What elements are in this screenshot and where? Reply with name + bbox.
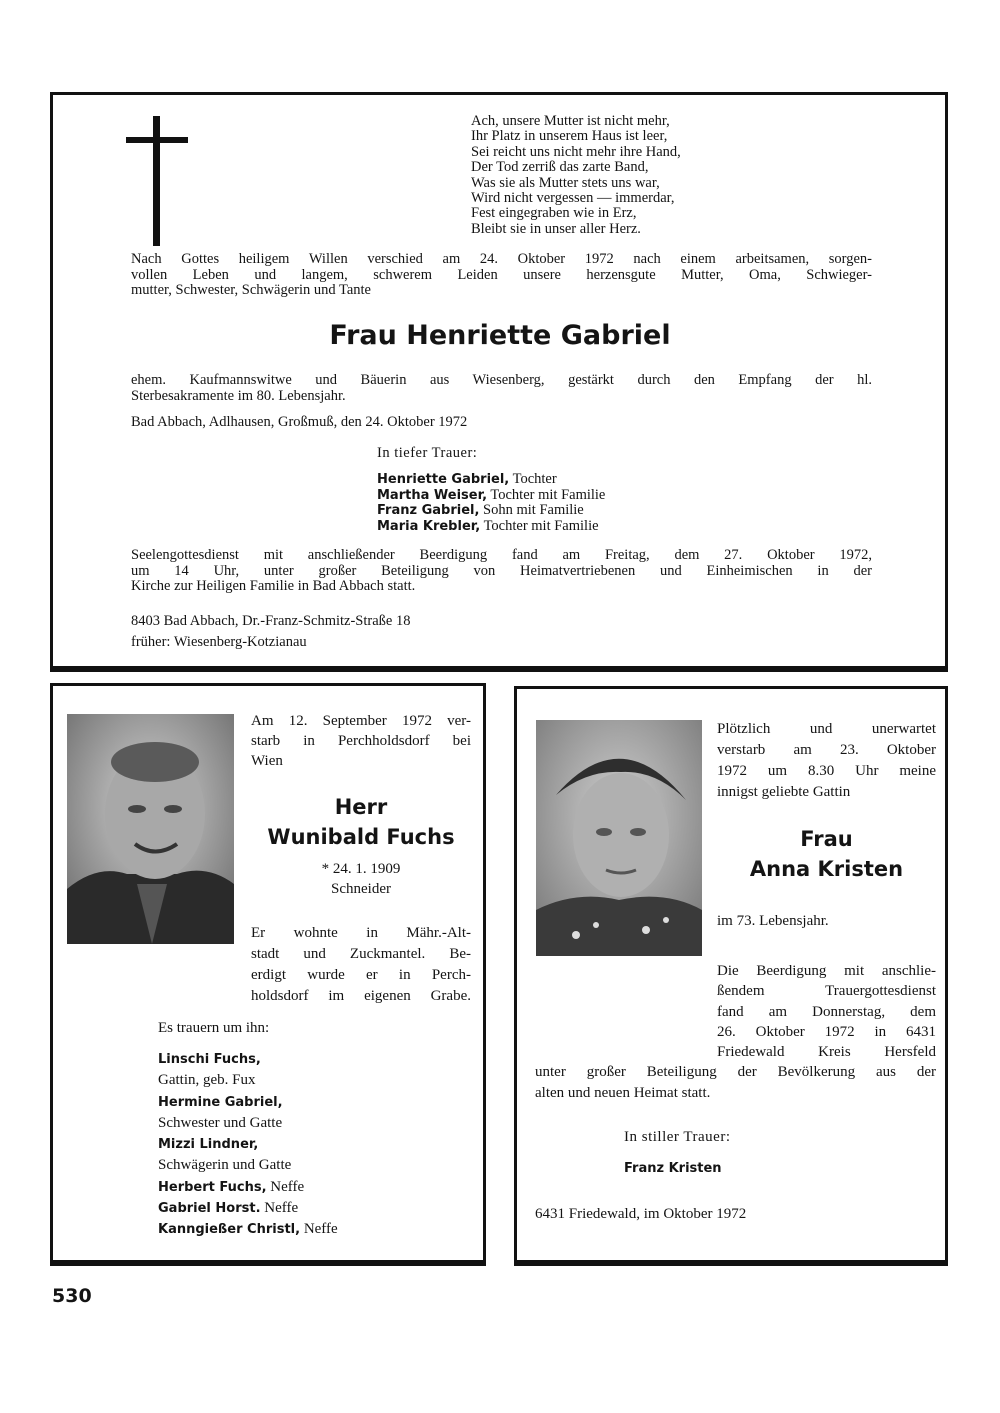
poem-line: Fest eingegraben wie in Erz, [471, 205, 637, 222]
intro-line: Nach Gottes heiligem Willen verschied am 24. Oktober 1972 nach einem arbeitsamen, sorgen- [131, 251, 872, 267]
right-burial-line: alten und neuen Heimat statt. [535, 1084, 711, 1101]
poem-line: Der Tod zerriß das zarte Band, [471, 159, 649, 176]
mourner: Herbert Fuchs, Neffe [158, 1178, 305, 1195]
right-mourner: Franz Kristen [624, 1161, 722, 1176]
left-mourners-list [158, 1049, 338, 1241]
intro-line: mutter, Schwester, Schwägerin und Tante [131, 282, 371, 298]
mourning-label: In tiefer Trauer: [377, 445, 478, 461]
mourner: Hermine Gabriel, [158, 1094, 283, 1110]
address-line: früher: Wiesenberg-Kotzianau [131, 634, 307, 650]
mourner: Henriette Gabriel, Tochter [377, 471, 557, 487]
cross-icon-bar [126, 137, 188, 143]
service-paragraph [131, 548, 872, 595]
poem-line: Was sie als Mutter stets uns war, [471, 174, 660, 191]
right-footer: 6431 Friedewald, im Oktober 1972 [535, 1206, 747, 1222]
cross-icon [153, 116, 160, 246]
left-occupation: Schneider [331, 881, 391, 897]
right-intro-line: verstarb am 23. Oktober [717, 742, 936, 758]
right-mourning-label: In stiller Trauer: [624, 1129, 731, 1145]
right-burial-line: unter großer Beteiligung der Bevölkerung aus der [535, 1064, 936, 1081]
deceased-name: Frau Henriette Gabriel [329, 320, 671, 351]
right-burial-line: Die Beerdigung mit anschlie- [717, 963, 936, 979]
left-bio-line: stadt und Zuckmantel. Be- [251, 946, 471, 962]
details-paragraph [131, 372, 872, 404]
right-intro-line: Plötzlich und unerwartet [717, 721, 936, 737]
service-line: Seelengottesdienst mit anschließender Beerdigung fand am Freitag, dem 27. Oktober 1972, [131, 547, 872, 563]
left-deceased-name: Wunibald Fuchs [267, 825, 455, 849]
mourner: Franz Gabriel, Sohn mit Familie [377, 502, 584, 518]
mourners-list [377, 472, 605, 534]
left-bio-line: erdigt wurde er in Perch- [251, 967, 471, 983]
right-burial-line: fand am Donnerstag, dem [717, 1003, 936, 1020]
left-mourning-label: Es trauern um ihn: [158, 1020, 270, 1036]
mourner: Maria Krebler, Tochter mit Familie [377, 517, 599, 534]
service-line: um 14 Uhr, unter großer Beteiligung von Heimatvertriebenen und Einheimischen in der [131, 562, 872, 579]
mourner: Linschi Fuchs, [158, 1052, 261, 1067]
portrait-photo-man [67, 714, 234, 944]
address-line: 8403 Bad Abbach, Dr.-Franz-Schmitz-Straße 18 [131, 613, 411, 629]
details-line: ehem. Kaufmannswitwe und Bäuerin aus Wiesenberg, gestärkt durch den Empfang der hl. [131, 372, 872, 388]
right-burial-line: ßendem Trauergottesdienst [717, 983, 936, 1000]
mourner: Schwägerin und Gatte [158, 1157, 292, 1174]
mourner: Schwester und Gatte [158, 1114, 283, 1131]
left-bio-line: holdsdorf im eigenen Grabe. [251, 988, 471, 1004]
poem-line: Ach, unsere Mutter ist nicht mehr, [471, 113, 670, 129]
mourner: Gattin, geb. Fux [158, 1072, 256, 1089]
left-intro-line: Am 12. September 1972 ver- [251, 713, 471, 729]
right-age: im 73. Lebensjahr. [717, 913, 829, 929]
left-birth: * 24. 1. 1909 [321, 861, 401, 877]
intro-line: vollen Leben und langem, schwerem Leiden unsere herzensgute Mutter, Oma, Schwieger- [131, 266, 872, 283]
left-bio [251, 923, 471, 1007]
mourner: Gabriel Horst. Neffe [158, 1200, 299, 1217]
left-bio-line: Er wohnte in Mähr.-Alt- [251, 925, 471, 941]
poem-line: Bleibt sie in unser aller Herz. [471, 220, 641, 237]
portrait-photo-woman [536, 720, 702, 956]
page-number: 530 [52, 1285, 92, 1307]
right-burial [535, 961, 936, 1103]
poem-line: Sei reicht uns nicht mehr ihre Hand, [471, 143, 681, 160]
details-line: Sterbesakramente im 80. Lebensjahr. [131, 388, 346, 404]
service-line: Kirche zur Heiligen Familie in Bad Abbach statt. [131, 578, 416, 594]
right-burial-line: Friedewald Kreis Hersfeld [717, 1044, 936, 1061]
address [131, 611, 410, 653]
left-intro-line: Wien [251, 753, 283, 769]
mourner: Martha Weiser, Tochter mit Familie [377, 486, 606, 503]
left-intro-line: starb in Perchholdsdorf bei [251, 733, 471, 749]
poem-line: Ihr Platz in unserem Haus ist leer, [471, 128, 668, 145]
left-title-herr: Herr [334, 795, 388, 819]
right-deceased-name: Anna Kristen [749, 857, 904, 881]
right-burial-line: 26. Oktober 1972 in 6431 [717, 1023, 936, 1040]
left-intro [251, 711, 471, 771]
intro-paragraph [131, 252, 872, 299]
place-date: Bad Abbach, Adlhausen, Großmuß, den 24. Oktober 1972 [131, 414, 468, 430]
mourner: Mizzi Lindner, [158, 1137, 259, 1153]
right-intro-line: innigst geliebte Gattin [717, 784, 851, 800]
right-intro [717, 719, 936, 803]
right-intro-line: 1972 um 8.30 Uhr meine [717, 763, 936, 779]
mourner: Kanngießer Christl, Neffe [158, 1221, 338, 1238]
poem-line: Wird nicht vergessen — immerdar, [471, 190, 675, 207]
poem [471, 114, 681, 237]
right-title-frau: Frau [800, 827, 853, 851]
